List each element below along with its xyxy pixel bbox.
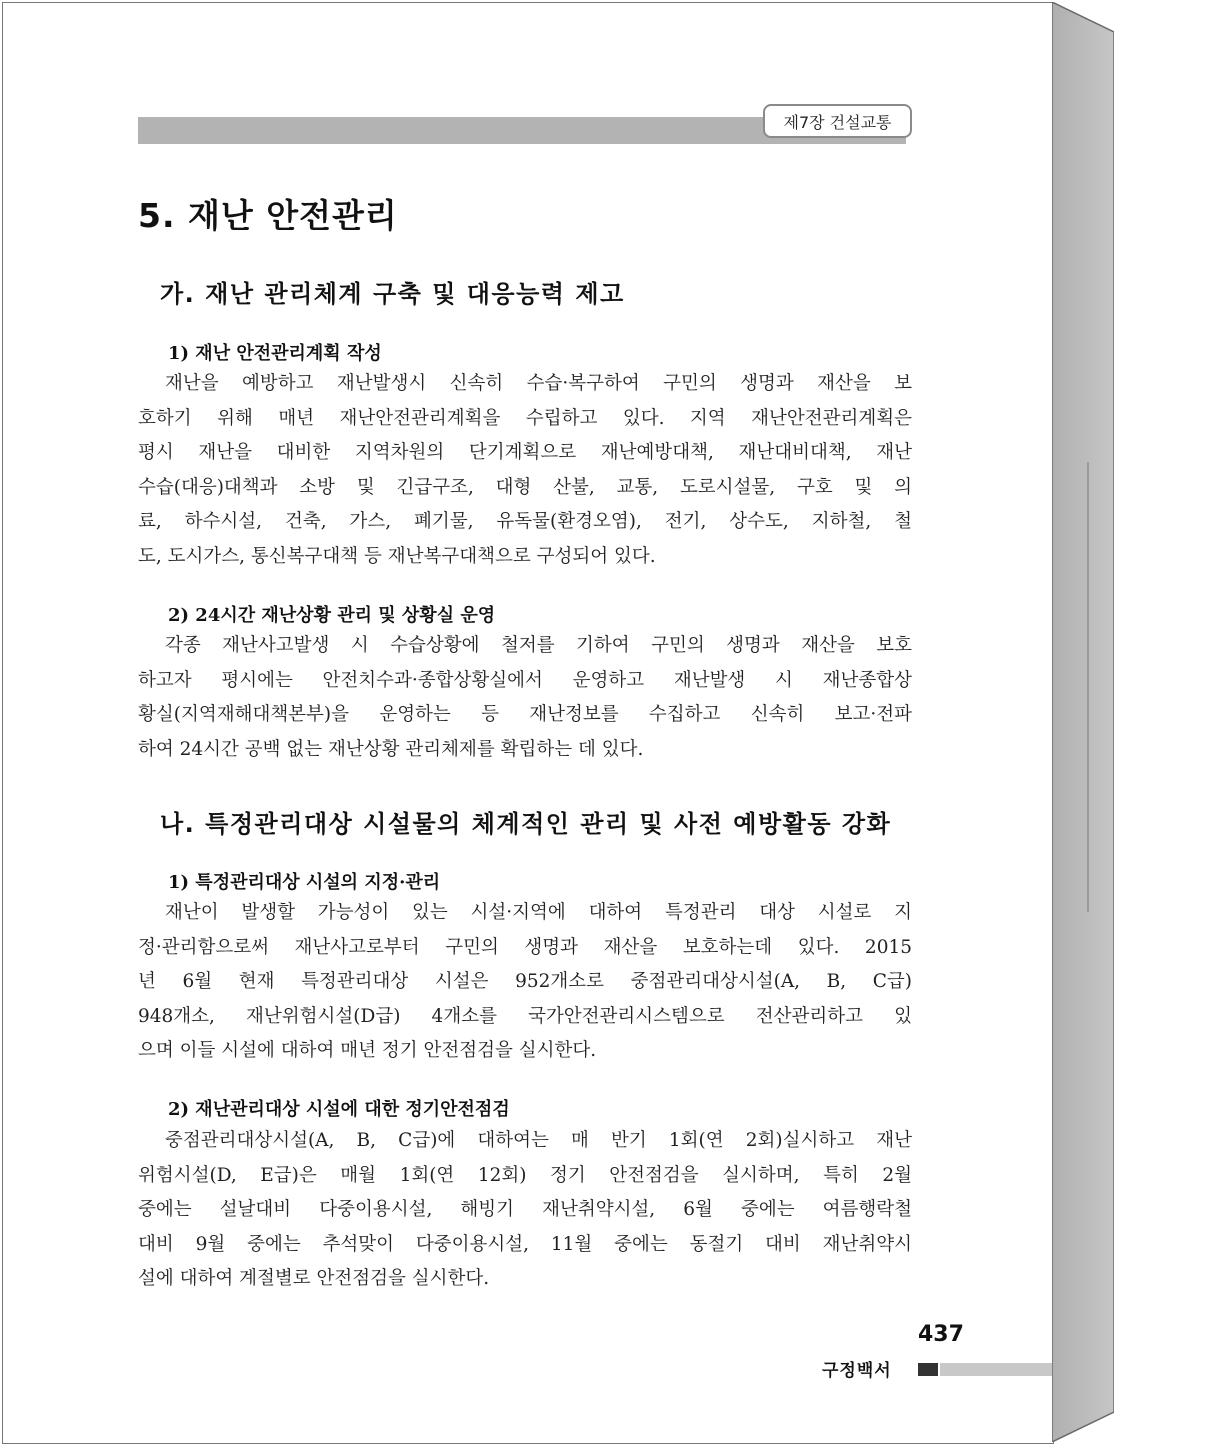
footer-bar-dark [918, 1363, 938, 1376]
subsection-heading-na-2: 2) 재난관리대상 시설에 대한 정기안전점검 [168, 1099, 510, 1120]
paragraph-na-2 [138, 1124, 912, 1297]
book-title: 구정백서 [822, 1361, 892, 1381]
footer-bar-light [940, 1363, 1052, 1376]
paragraph-line: 하여 24시간 공백 없는 재난상황 관리체제를 확립하는 데 있다. [138, 738, 644, 760]
paragraph-line: 대비 9월 중에는 추석맞이 다중이용시설, 11월 중에는 동절기 대비 재난취약시 [138, 1233, 912, 1255]
paragraph-line: 설에 대하여 계절별로 안전점검을 실시한다. [138, 1268, 490, 1290]
paragraph-line: 위험시설(D, E급)은 매월 1회(연 12회) 정기 안전점검을 실시하며, 특히 2월 [138, 1164, 912, 1186]
paragraph-line: 948개소, 재난위험시설(D급) 4개소를 국가안전관리시스템으로 전산관리하고 있 [138, 1005, 912, 1027]
section-heading-ga: 가. 재난 관리체계 구축 및 대응능력 제고 [160, 280, 625, 308]
paragraph-line: 재난을 예방하고 재난발생시 신속히 수습·복구하여 구민의 생명과 재산을 보 [165, 373, 912, 394]
page-title: 5. 재난 안전관리 [138, 196, 398, 235]
paragraph-line: 도, 도시가스, 통신복구대책 등 재난복구대책으로 구성되어 있다. [138, 545, 656, 567]
paragraph-line: 정·관리함으로써 재난사고로부터 구민의 생명과 재산을 보호하는데 있다. 2015 [138, 936, 912, 958]
paragraph-line: 년 6월 현재 특정관리대상 시설은 952개소로 중점관리대상시설(A, B, C급) [138, 971, 912, 993]
chapter-tab: 제7장 건설교통 [763, 104, 912, 138]
paragraph-line: 하고자 평시에는 안전치수과·종합상황실에서 운영하고 재난발생 시 재난종합상 [138, 669, 912, 691]
paragraph-line: 중에는 설날대비 다중이용시설, 해빙기 재난취약시설, 6월 중에는 여름행락철 [138, 1199, 912, 1221]
subsection-heading-ga-1: 1) 재난 안전관리계획 작성 [168, 343, 382, 364]
paragraph-ga-1 [138, 367, 912, 575]
paragraph-line: 수습(대응)대책과 소방 및 긴급구조, 대형 산불, 교통, 도로시설물, 구호 및 의 [138, 476, 912, 498]
paragraph-line: 호하기 위해 매년 재난안전관리계획을 수립하고 있다. 지역 재난안전관리계획은 [138, 407, 912, 429]
paragraph-line: 중점관리대상시설(A, B, C급)에 대하여는 매 반기 1회(연 2회)실시하고 재난 [165, 1130, 912, 1151]
paragraph-line: 각종 재난사고발생 시 수습상황에 철저를 기하여 구민의 생명과 재산을 보호 [165, 635, 912, 656]
subsection-heading-na-1: 1) 특정관리대상 시설의 지정·관리 [168, 872, 441, 893]
paragraph-line: 황실(지역재해대책본부)을 운영하는 등 재난정보를 수집하고 신속히 보고·전파 [138, 704, 912, 726]
paragraph-line: 평시 재난을 대비한 지역차원의 단기계획으로 재난예방대책, 재난대비대책, 재난 [138, 442, 912, 464]
subsection-heading-ga-2: 2) 24시간 재난상황 관리 및 상황실 운영 [168, 605, 496, 626]
paragraph-line: 재난이 발생할 가능성이 있는 시설·지역에 대하여 특정관리 대상 시설로 지 [165, 902, 912, 923]
section-heading-na: 나. 특정관리대상 시설물의 체계적인 관리 및 사전 예방활동 강화 [160, 810, 892, 838]
paragraph-line: 료, 하수시설, 건축, 가스, 폐기물, 유독물(환경오염), 전기, 상수도, 지하철, 철 [138, 511, 912, 533]
page-stack-edge [1052, 2, 1114, 1442]
paragraph-line: 으며 이들 시설에 대하여 매년 정기 안전점검을 실시한다. [138, 1040, 597, 1062]
page-number: 437 [918, 1322, 964, 1347]
paragraph-na-1 [138, 896, 912, 1069]
paragraph-ga-2 [138, 629, 912, 767]
